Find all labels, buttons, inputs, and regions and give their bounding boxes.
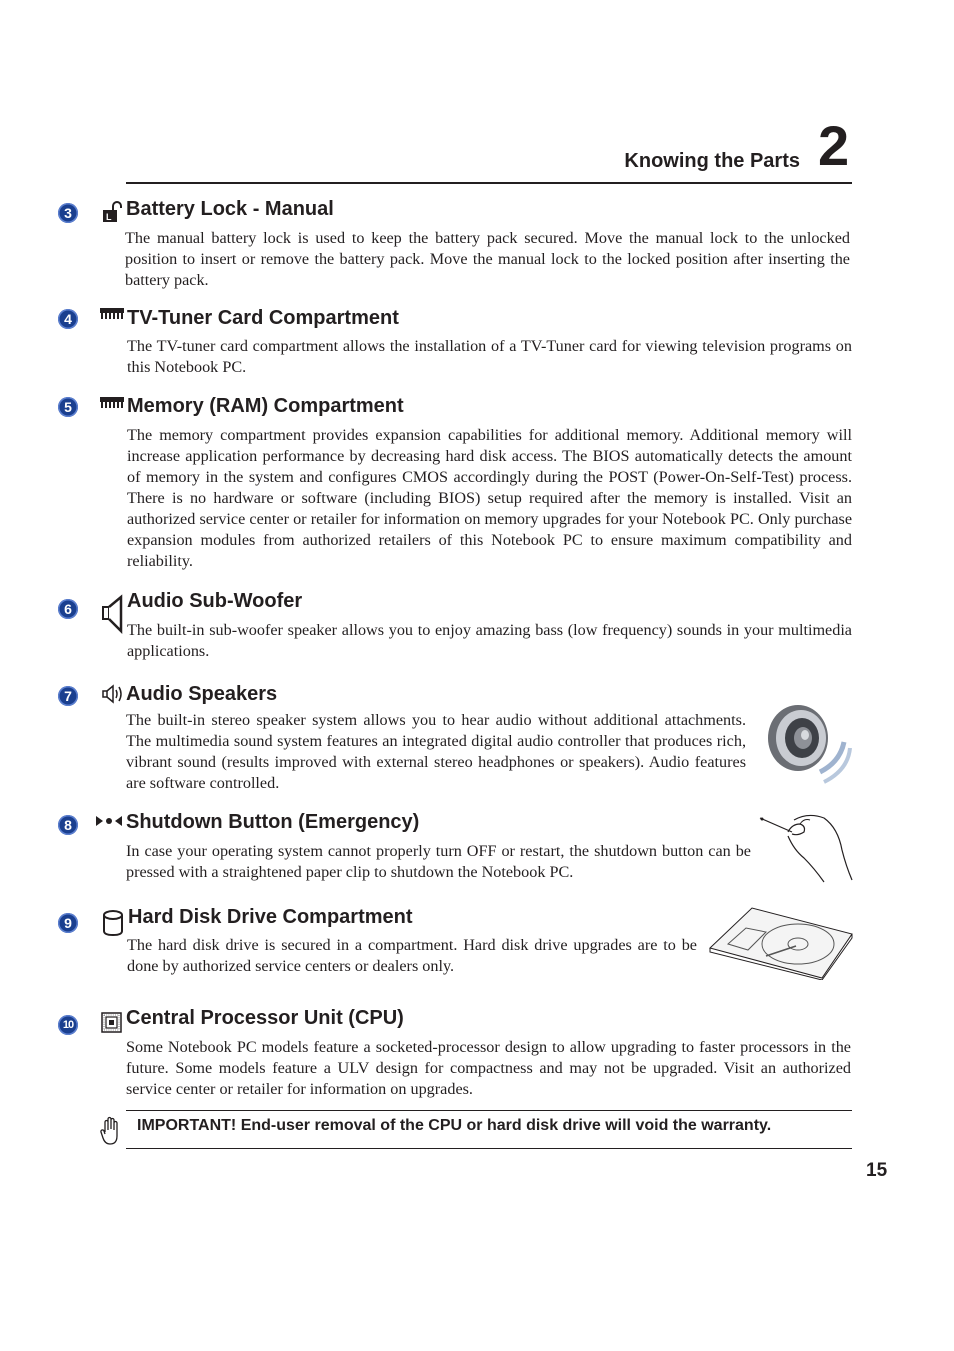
svg-text:L: L (106, 212, 112, 222)
battery-lock-icon (100, 200, 124, 229)
hand-icon (100, 1116, 122, 1151)
speaker-icon (100, 683, 124, 710)
important-note: IMPORTANT! End-user removal of the CPU or hard disk drive will void the warranty. (137, 1117, 772, 1134)
section-title: Audio Sub-Woofer (127, 590, 303, 612)
section-body: The built-in sub-woofer speaker allows you to enjoy amazing bass (low frequency) sounds in your multimedia applications. (127, 621, 852, 660)
hard-disk-icon (102, 909, 124, 942)
section-body: The manual battery lock is used to keep the battery pack secured. Move the manual lock to the unlocked position to insert or remove the battery pack. Move the manual lock to the locked position after inserting the battery pack. (125, 229, 850, 289)
section-title: Central Processor Unit (CPU) (126, 1007, 404, 1029)
section-title: Audio Speakers (126, 683, 278, 705)
section-number-badge: 7 (58, 686, 78, 706)
card-compartment-icon (100, 307, 124, 326)
hard-disk-illustration (706, 904, 854, 985)
section-body: The built-in stereo speaker system allows you to hear audio without additional attachments. The multimedia sound system features an integrated digital audio controller that produces rich, vibrant sound (results improved with external stereo headphones or speakers). Audio features are software controlled. (126, 711, 746, 792)
section-body: Some Notebook PC models feature a socketed-processor design to allow upgrading to faster processors in the future. Some models feature a ULV design for compactness and may not be upgraded. Visit an authorized service center or retailer for information on upgrades. (126, 1038, 851, 1098)
chapter-title: Knowing the Parts (624, 150, 800, 172)
section-title: Battery Lock - Manual (126, 198, 334, 220)
memory-module-icon (100, 396, 124, 415)
section-number-badge: 6 (58, 599, 78, 619)
section-body: The TV-tuner card compartment allows the installation of a TV-Tuner card for viewing television programs on this Notebook PC. (127, 337, 852, 376)
chapter-number: 2 (818, 114, 850, 177)
section-number-badge: 9 (58, 913, 78, 933)
section-number-badge: 8 (58, 815, 78, 835)
section-number-badge: 3 (58, 203, 78, 223)
note-bottom-rule (126, 1148, 852, 1149)
header-divider (126, 182, 852, 184)
speaker-illustration (762, 702, 852, 797)
cpu-icon (101, 1012, 122, 1038)
section-number-badge: 10 (58, 1015, 78, 1035)
note-top-rule (126, 1110, 852, 1111)
section-title: TV-Tuner Card Compartment (127, 307, 399, 329)
page-number: 15 (866, 1160, 888, 1181)
shutdown-icon (95, 813, 123, 834)
section-body: The memory compartment provides expansion capabilities for additional memory. Additional memory will increase application performance by decreasing hard disk access. The BIOS automatically detects the amount of memory in the system and configures CMOS accordingly during the POST (Power-On-Self-Test) process. There is no hardware or software (including BIOS) setup required after the memory is installed. Visit an authorized service center or retailer for information on memory upgrades for your Notebook PC. Only purchase expansion modules from authorized retailers of this Notebook PC to ensure maximum compatibility and reliability. (127, 426, 852, 570)
section-body: The hard disk drive is secured in a compartment. Hard disk drive upgrades are to be done by authorized service centers or dealers only. (127, 936, 697, 975)
section-title: Hard Disk Drive Compartment (128, 906, 413, 928)
section-number-badge: 5 (58, 397, 78, 417)
paper-clip-illustration (758, 810, 854, 889)
subwoofer-icon (100, 594, 124, 639)
section-body: In case your operating system cannot properly turn OFF or restart, the shutdown button can be pressed with a straightened paper clip to shutdown the Notebook PC. (126, 842, 751, 881)
section-title: Shutdown Button (Emergency) (126, 811, 420, 833)
section-number-badge: 4 (58, 309, 78, 329)
section-title: Memory (RAM) Compartment (127, 395, 404, 417)
